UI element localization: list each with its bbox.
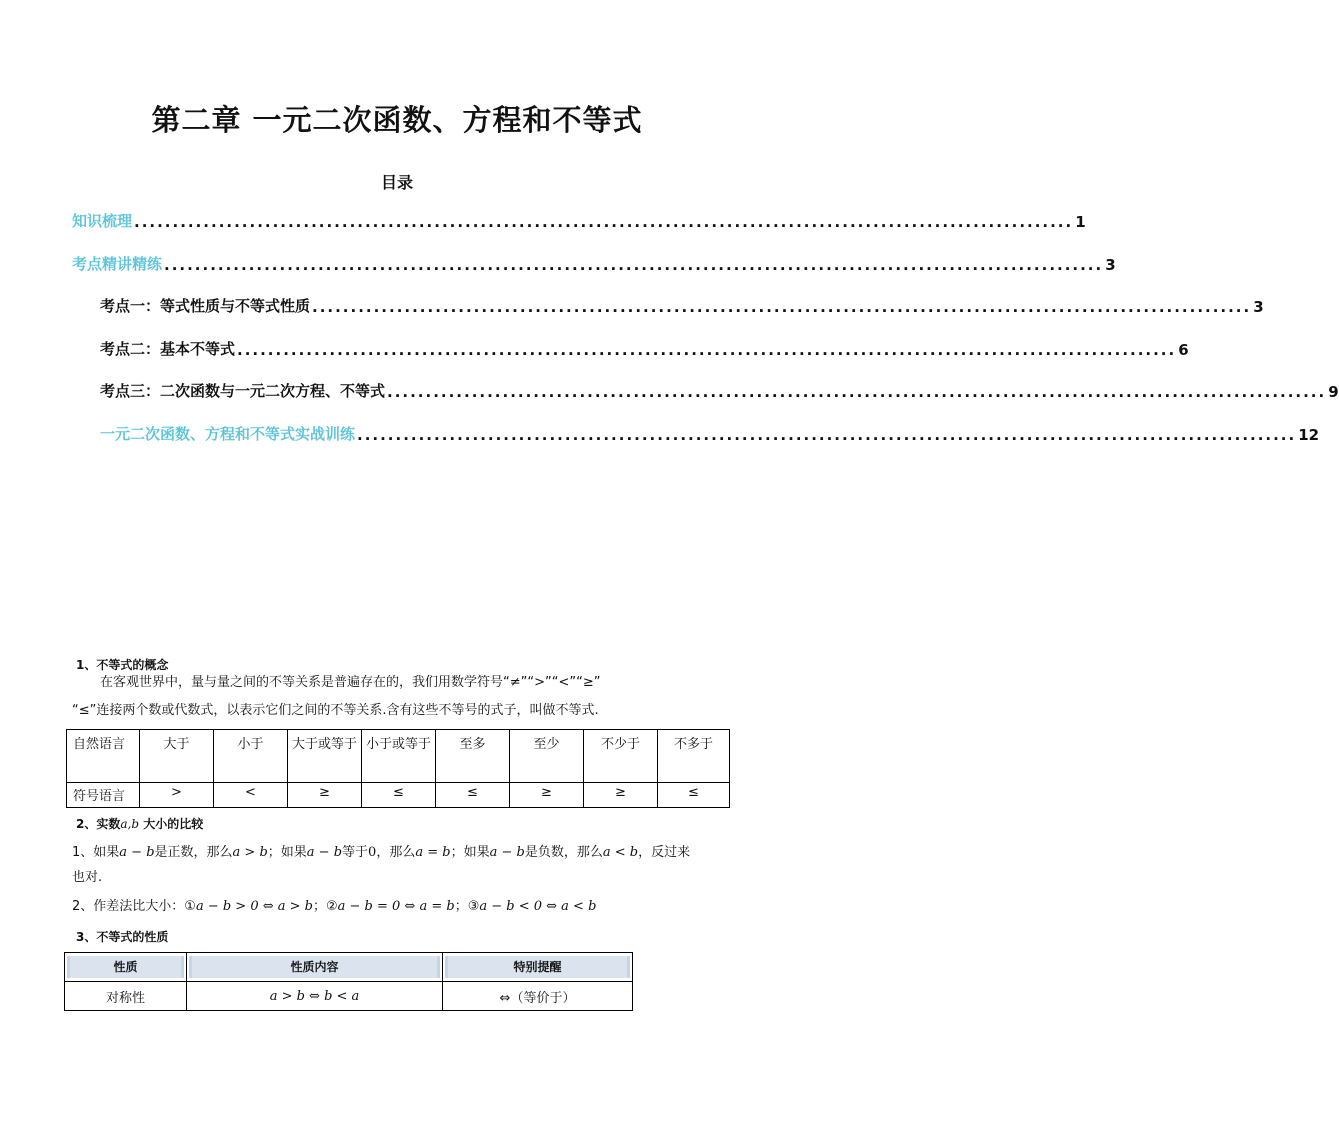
header-label: 特别提醒 [445, 956, 630, 978]
text: 等于 [342, 845, 369, 860]
header-cell [187, 953, 443, 982]
toc-leader: .......................................................................................................................... [134, 213, 1074, 231]
math: a − b [119, 845, 155, 860]
table-cell: ≤ [362, 783, 436, 808]
section-1-heading: 1、不等式的概念 [76, 658, 169, 672]
text: ，那么 [376, 845, 416, 860]
toc-leader: .......................................................................................................................... [312, 298, 1252, 316]
row-header: 自然语言 [67, 730, 140, 783]
inequality-properties-table [64, 952, 633, 1011]
toc-page: 6 [1178, 341, 1189, 359]
table-cell: < [214, 783, 288, 808]
comparison-rule-continuation: 也对. [72, 870, 103, 885]
page-title: 第二章 一元二次函数、方程和不等式 [151, 103, 643, 137]
toc-page: 1 [1075, 213, 1086, 231]
toc-label[interactable]: 考点精讲精练 [72, 255, 163, 273]
toc-entry-practice[interactable] [100, 422, 1320, 444]
header-cell [443, 953, 633, 982]
text: ；③ [454, 899, 480, 914]
text: ；② [312, 899, 338, 914]
comparison-rule-line [72, 843, 732, 863]
section-2-heading [76, 815, 203, 832]
text: ，反过来 [638, 845, 691, 860]
table-cell: ≥ [288, 783, 362, 808]
toc-page: 3 [1105, 256, 1116, 274]
header-cell [65, 953, 187, 982]
table-header-row [65, 953, 633, 982]
text: 是正数，那么 [154, 845, 233, 860]
text: ；如果 [267, 845, 307, 860]
math: a − b [306, 845, 343, 860]
property-note: ⇔（等价于） [443, 982, 633, 1011]
math: a − b [489, 845, 525, 860]
heading-text: 2、实数 [76, 817, 121, 831]
toc-label[interactable]: 知识梳理 [72, 212, 133, 230]
table-cell: > [140, 783, 214, 808]
toc-page: 3 [1253, 298, 1264, 316]
header-label: 性质 [67, 956, 184, 978]
text: ；如果 [450, 845, 490, 860]
section-1-paragraph-line-2: “≤”连接两个数或代数式，以表示它们之间的不等关系.含有这些不等号的式子，叫做不等式. [72, 703, 599, 718]
math: 0 [368, 845, 377, 860]
section-1-paragraph-line-1: 在客观世界中，量与量之间的不等关系是普遍存在的，我们用数学符号“≠”“>”“<”“≥” [100, 675, 601, 690]
math: a < b [602, 845, 639, 860]
table-row [65, 982, 633, 1011]
toc-entry-point-1[interactable] [100, 294, 1264, 316]
table-cell: ≥ [584, 783, 658, 808]
table-cell: 大于或等于 [288, 730, 362, 783]
text: 2、作差法比大小：① [72, 899, 196, 914]
row-header: 符号语言 [67, 783, 140, 808]
toc-entry-point-2[interactable] [100, 337, 1189, 359]
inequality-language-table [66, 729, 730, 808]
heading-text: 大小的比较 [139, 817, 204, 831]
math: a > b [232, 845, 268, 860]
toc-leader: .......................................................................................................................... [237, 341, 1177, 359]
math: a = b [415, 845, 451, 860]
toc-page: 12 [1298, 426, 1320, 444]
toc-page: 9 [1328, 383, 1339, 401]
toc-label[interactable]: 考点二：基本不等式 [100, 340, 236, 358]
table-cell: ≥ [510, 783, 584, 808]
text: 1、如果 [72, 845, 120, 860]
toc-leader: .......................................................................................................................... [387, 383, 1327, 401]
toc-label[interactable]: 考点三：二次函数与一元二次方程、不等式 [100, 382, 386, 400]
difference-method-line [72, 897, 732, 917]
math: a − b > 0 ⇔ a > b [195, 899, 313, 914]
header-label: 性质内容 [189, 956, 440, 978]
table-cell: 不多于 [658, 730, 730, 783]
property-content: a > b ⇔ b < a [187, 982, 443, 1011]
table-cell: 至少 [510, 730, 584, 783]
text: 是负数，那么 [524, 845, 603, 860]
property-name: 对称性 [65, 982, 187, 1011]
toc-label[interactable]: 一元二次函数、方程和不等式实战训练 [100, 425, 356, 443]
toc-entry-key-points[interactable] [72, 252, 1116, 274]
toc-title: 目录 [380, 173, 413, 192]
toc-label[interactable]: 考点一：等式性质与不等式性质 [100, 297, 311, 315]
math: a − b = 0 ⇔ a = b [337, 899, 455, 914]
heading-math: a,b [120, 817, 140, 831]
table-cell: 不少于 [584, 730, 658, 783]
symbol-language-row [67, 783, 730, 808]
toc-leader: .......................................................................................................................... [164, 256, 1104, 274]
toc-leader: .......................................................................................................................... [357, 426, 1297, 444]
table-cell: ≤ [658, 783, 730, 808]
toc-entry-knowledge[interactable] [72, 209, 1086, 231]
table-cell: 至多 [436, 730, 510, 783]
table-cell: 小于 [214, 730, 288, 783]
table-cell: ≤ [436, 783, 510, 808]
natural-language-row [67, 730, 730, 783]
section-3-heading: 3、不等式的性质 [76, 930, 169, 944]
math: a − b < 0 ⇔ a < b [479, 899, 597, 914]
table-cell: 小于或等于 [362, 730, 436, 783]
toc-entry-point-3[interactable] [100, 379, 1339, 401]
table-cell: 大于 [140, 730, 214, 783]
